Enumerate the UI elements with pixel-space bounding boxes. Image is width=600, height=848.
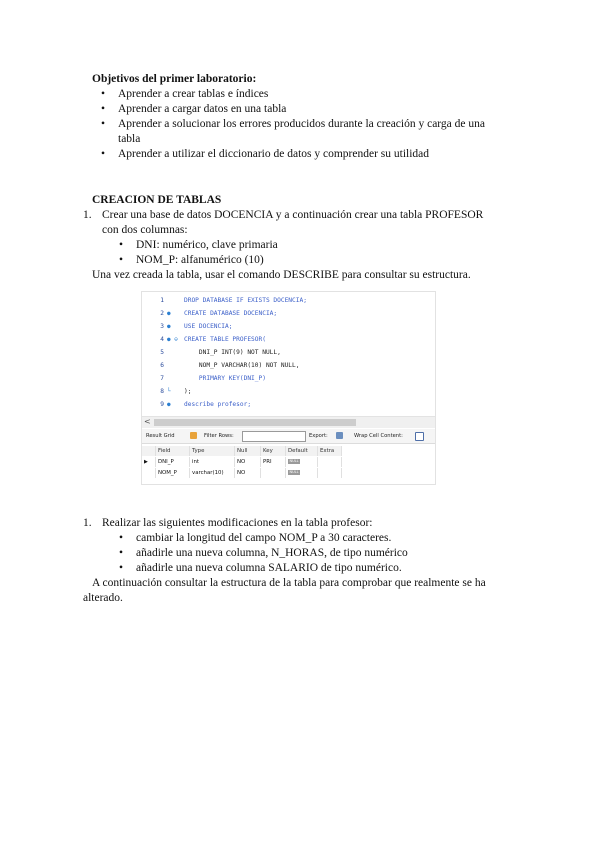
columns-list [119,238,436,268]
result-toolbar [142,429,435,444]
list-item: • cambiar la longitud del campo NOM_P a 30 caracteres. [119,532,392,544]
export-icon[interactable] [336,432,343,439]
list-item: • NOM_P: alfanumérico (10) [119,254,264,266]
bullet: • [101,103,106,115]
grid-icon[interactable] [190,432,197,439]
code-line: 1 DROP DATABASE IF EXISTS DOCENCIA; [160,297,307,304]
bullet: • [119,562,124,574]
mysql-workbench-screenshot [141,291,436,485]
execute-marker-icon: ● [167,310,171,317]
filter-rows-input[interactable] [242,431,306,442]
wrap-cell-icon[interactable] [415,432,424,441]
execute-marker-icon: ● [167,323,171,330]
list-item: • Aprender a solucionar los errores producidos durante la creación y carga de una [101,118,485,130]
objectives-list [101,87,518,162]
null-badge: NULL [289,459,299,463]
objectives-title: Objetivos del primer laboratorio: [92,73,257,85]
bullet: • [101,148,106,160]
list-item: • Aprender a crear tablas e índices [101,88,269,100]
section-title: CREACION DE TABLAS [92,194,222,206]
grid-header-cell: Null [235,446,261,456]
step-text: Realizar las siguientes modificaciones en la tabla profesor: [102,517,373,529]
list-item: • DNI: numérico, clave primaria [119,239,278,251]
code-line: 3 ● USE DOCENCIA; [142,320,435,333]
code-line: 4 ● ⊖ CREATE TABLE PROFESOR( [142,333,435,346]
list-item: • Aprender a utilizar el diccionario de datos y comprender su utilidad [101,148,430,160]
scroll-thumb[interactable] [154,419,356,426]
export-label: Export: [309,433,328,439]
code-line: 8 └ ); [160,388,192,395]
grid-header-cell: Type [190,446,235,456]
bullet: • [119,254,124,266]
list-item-continuation: tabla [118,133,141,145]
code-line: 9 ● describe profesor; [142,398,435,411]
filter-rows-label: Filter Rows: [204,433,234,439]
describe-instruction: Una vez creada la tabla, usar el comando DESCRIBE para consultar su estructura. [92,269,471,281]
list-item: • añadirle una nueva columna, N_HORAS, de tipo numérico [119,547,408,559]
grid-header-cell: Extra [318,446,342,456]
null-badge: NULL [289,470,299,474]
execute-marker-icon: ● ⊖ [167,336,178,343]
step-number: 1. [83,517,92,529]
bullet: • [119,547,124,559]
list-item: • añadirle una nueva columna SALARIO de tipo numérico. [119,562,402,574]
code-line: 6 NOM_P VARCHAR(10) NOT NULL, [160,362,300,369]
horizontal-scrollbar[interactable] [142,416,435,428]
table-row[interactable]: NOM_P varchar(10) NO NULL [142,468,342,478]
grid-header-cell: Key [261,446,286,456]
code-line: 5 DNI_P INT(9) NOT NULL, [160,349,281,356]
step-number: 1. [83,209,92,221]
scroll-left-icon[interactable]: < [144,417,151,426]
execute-marker-icon: ● [167,401,171,408]
code-line: 7 PRIMARY KEY(DNI_P) [160,375,266,382]
result-grid-label[interactable]: Result Grid [146,433,175,439]
grid-header-row [142,446,342,456]
bullet: • [119,532,124,544]
grid-header-cell: Field [156,446,190,456]
wrap-cell-label: Wrap Cell Content: [354,433,403,439]
bullet: • [101,118,106,130]
bullet: • [101,88,106,100]
code-line: 2 ● CREATE DATABASE DOCENCIA; [142,307,435,320]
table-row[interactable]: ▶ DNI_P int NO PRI NULL [142,457,342,467]
modifications-list [119,531,476,576]
list-item: • Aprender a cargar datos en una tabla [101,103,287,115]
bullet: • [119,239,124,251]
grid-header-cell: Default [286,446,318,456]
row-pointer-icon: ▶ [142,457,156,467]
verify-instruction: A continuación consultar la estructura de la tabla para comprobar que realmente se ha alterado. [83,577,486,604]
step-text: Crear una base de datos DOCENCIA y a continuación crear una tabla PROFESOR con dos columnas: [102,209,484,236]
